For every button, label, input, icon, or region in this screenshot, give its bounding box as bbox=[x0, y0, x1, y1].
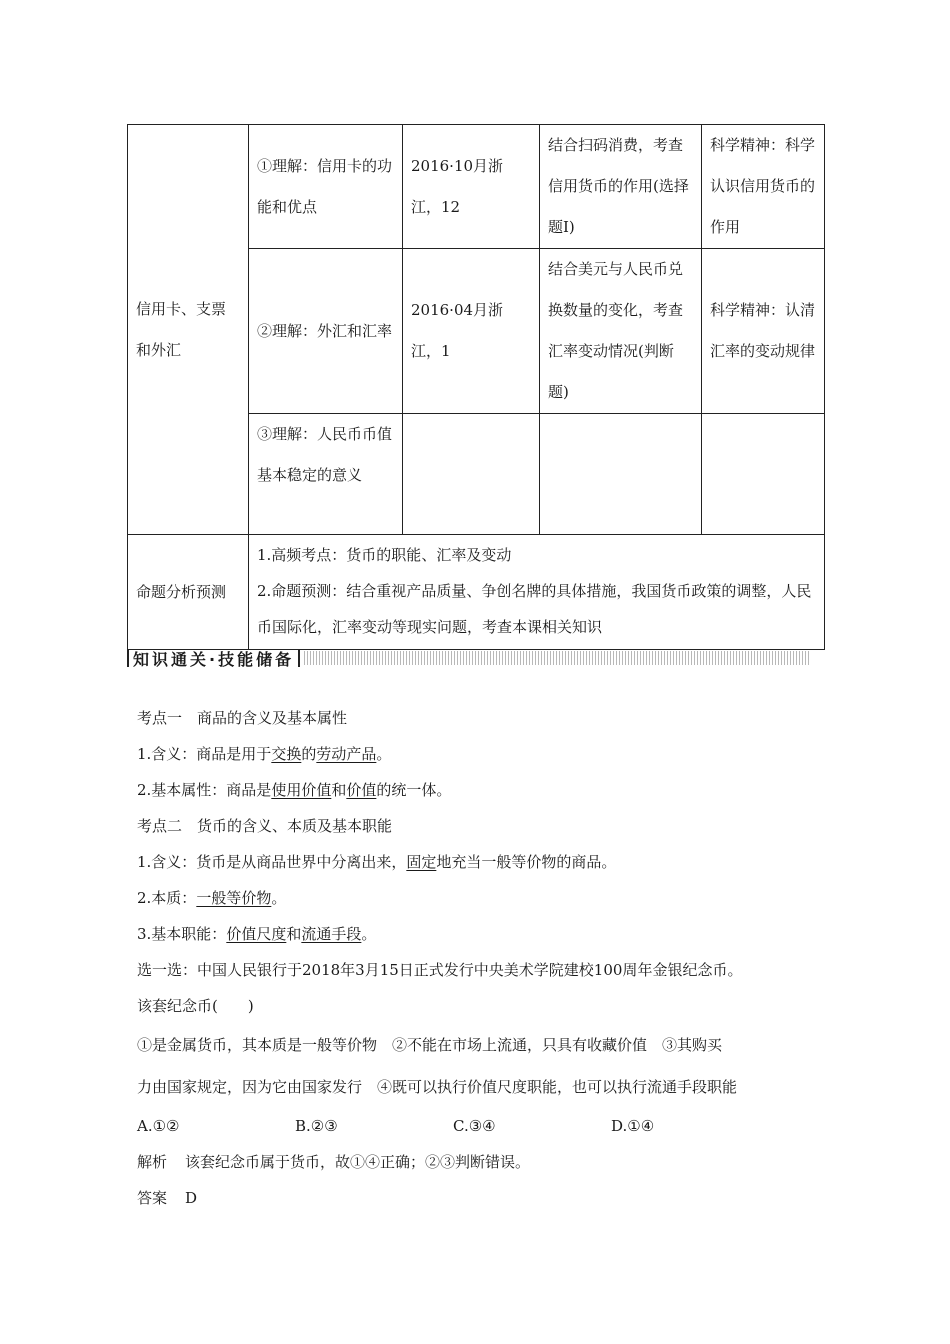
heading-kaodian-2: 考点二 货币的含义、本质及基本职能 bbox=[137, 817, 393, 835]
question-line: 力由国家规定，因为它由国家发行 ④既可以执行价值尺度职能，也可以执行流通手段职能 bbox=[137, 1078, 738, 1096]
underlined-answer: 一般等价物 bbox=[196, 889, 272, 907]
text: 3.基本职能： bbox=[137, 925, 227, 943]
content-body bbox=[137, 700, 837, 1216]
topic-cell: 信用卡、支票和外汇 bbox=[128, 125, 249, 535]
option-d: D.①④ bbox=[611, 1117, 655, 1135]
exam-cell: 2016·04月浙江，1 bbox=[403, 249, 540, 414]
question-line: ①是金属货币，其本质是一般等价物 ②不能在市场上流通，只具有收藏价值 ③其购买 bbox=[137, 1036, 723, 1054]
requirement-cell: ②理解：外汇和汇率 bbox=[249, 249, 403, 414]
text-line bbox=[137, 844, 837, 880]
analysis-label-cell: 命题分析预测 bbox=[128, 535, 249, 650]
text: 1.含义：商品是用于 bbox=[137, 745, 272, 763]
text: 。 bbox=[271, 889, 287, 907]
option-b: B.②③ bbox=[295, 1117, 338, 1135]
literacy-cell bbox=[702, 414, 825, 535]
question-line: 选一选：中国人民银行于2018年3月15日正式发行中央美术学院建校100周年金银纪念币。 bbox=[137, 961, 743, 979]
banner-title: 知识通关·技能储备 bbox=[133, 649, 295, 669]
text: 。 bbox=[361, 925, 377, 943]
text: 和 bbox=[331, 781, 347, 799]
text: 的 bbox=[301, 745, 317, 763]
underlined-answer: 价值尺度 bbox=[226, 925, 287, 943]
text: 和 bbox=[286, 925, 302, 943]
banner-bar bbox=[298, 649, 300, 667]
question-line: 该套纪念币( ) bbox=[137, 997, 254, 1015]
literacy-cell: 科学精神：认清汇率的变动规律 bbox=[702, 249, 825, 414]
option-c: C.③④ bbox=[453, 1117, 496, 1135]
text: 2.本质： bbox=[137, 889, 197, 907]
text-line bbox=[137, 880, 837, 916]
text-line bbox=[137, 772, 837, 808]
literacy-cell: 科学精神：科学认识信用货币的作用 bbox=[702, 125, 825, 249]
underlined-answer: 劳动产品 bbox=[316, 745, 377, 763]
exam-cell bbox=[403, 414, 540, 535]
options-line bbox=[137, 1108, 837, 1144]
analysis-line: 2.命题预测：结合重视产品质量、争创名牌的具体措施，我国货币政策的调整，人民币国际化，汇率变动等现实问题，考查本课相关知识 bbox=[257, 582, 812, 636]
table-row bbox=[128, 125, 825, 249]
option-a: A.①② bbox=[137, 1117, 180, 1135]
answer-line bbox=[137, 1180, 837, 1216]
text-line bbox=[137, 736, 837, 772]
description-cell: 结合扫码消费，考查信用货币的作用(选择题Ⅰ) bbox=[540, 125, 702, 249]
underlined-answer: 交换 bbox=[271, 745, 302, 763]
underlined-answer: 价值 bbox=[346, 781, 377, 799]
text: 的统一体。 bbox=[376, 781, 452, 799]
text: 2.基本属性：商品是 bbox=[137, 781, 272, 799]
underlined-answer: 使用价值 bbox=[271, 781, 332, 799]
underlined-answer: 流通手段 bbox=[301, 925, 362, 943]
answer-text: D bbox=[185, 1189, 198, 1207]
exam-cell: 2016·10月浙江，12 bbox=[403, 125, 540, 249]
table-row bbox=[128, 535, 825, 650]
text: 1.含义：货币是从商品世界中分离出来， bbox=[137, 853, 407, 871]
section-banner bbox=[127, 647, 809, 669]
text: 地充当一般等价物的商品。 bbox=[436, 853, 617, 871]
answer-label: 答案 bbox=[137, 1189, 168, 1207]
banner-hatch bbox=[304, 651, 809, 665]
heading-kaodian-1: 考点一 商品的含义及基本属性 bbox=[137, 709, 348, 727]
analysis-line: 1.高频考点：货币的职能、汇率及变动 bbox=[257, 546, 512, 564]
analysis-text: 该套纪念币属于货币，故①④正确；②③判断错误。 bbox=[185, 1153, 531, 1171]
requirement-cell: ①理解：信用卡的功能和优点 bbox=[249, 125, 403, 249]
text-line bbox=[137, 916, 837, 952]
requirement-cell: ③理解：人民币币值基本稳定的意义 bbox=[249, 414, 403, 535]
syllabus-table bbox=[127, 124, 825, 650]
description-cell: 结合美元与人民币兑换数量的变化，考查汇率变动情况(判断题) bbox=[540, 249, 702, 414]
analysis-line bbox=[137, 1144, 837, 1180]
text: 。 bbox=[376, 745, 392, 763]
description-cell bbox=[540, 414, 702, 535]
analysis-label: 解析 bbox=[137, 1153, 168, 1171]
underlined-answer: 固定 bbox=[406, 853, 437, 871]
analysis-cell bbox=[249, 535, 825, 650]
